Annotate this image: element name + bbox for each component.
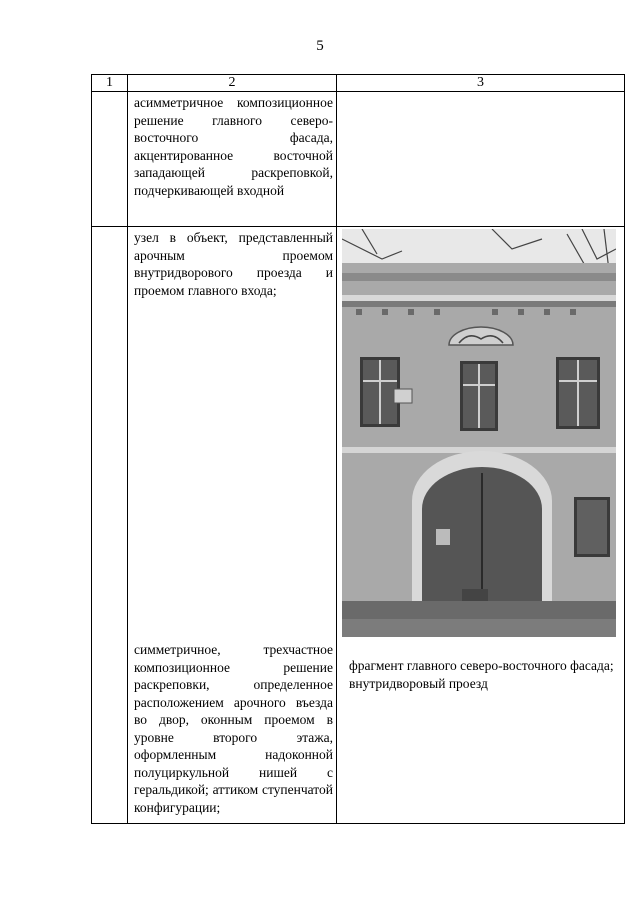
table-row (92, 92, 625, 227)
header-col-2: 2 (128, 75, 337, 92)
illustration-cell (337, 227, 625, 824)
table-row (92, 227, 625, 824)
description-text-continued: симметричное, трехчастное композиционное решение раскреповки, определенное расположением арочного въезда во двор, оконным проемом в уровне второго этажа, оформленным надоконной полуциркульной нишей с геральдикой; аттиком ступенчатой конфигурации; (134, 642, 333, 815)
table-header-row (92, 75, 625, 92)
monument-description-table (91, 74, 625, 824)
description-text: асимметричное композиционное решение главного северо-восточного фасада, акцентированное восточной западающей раскреповкой, подчеркивающей входной (134, 95, 333, 198)
row-number-cell (92, 227, 128, 824)
facade-photo (342, 229, 616, 637)
illustration-cell (337, 92, 625, 227)
header-col-3: 3 (337, 75, 625, 92)
description-cell (128, 227, 337, 824)
description-text: узел в объект, представленный арочным проемом внутридворового проезда и проемом главного входа; (134, 230, 333, 298)
page-number: 5 (316, 38, 324, 54)
photo-caption: фрагмент главного северо-восточного фасада; внутридворовый проезд (349, 658, 614, 691)
row-number-cell (92, 92, 128, 227)
description-cell (128, 92, 337, 227)
header-col-1: 1 (92, 75, 128, 92)
